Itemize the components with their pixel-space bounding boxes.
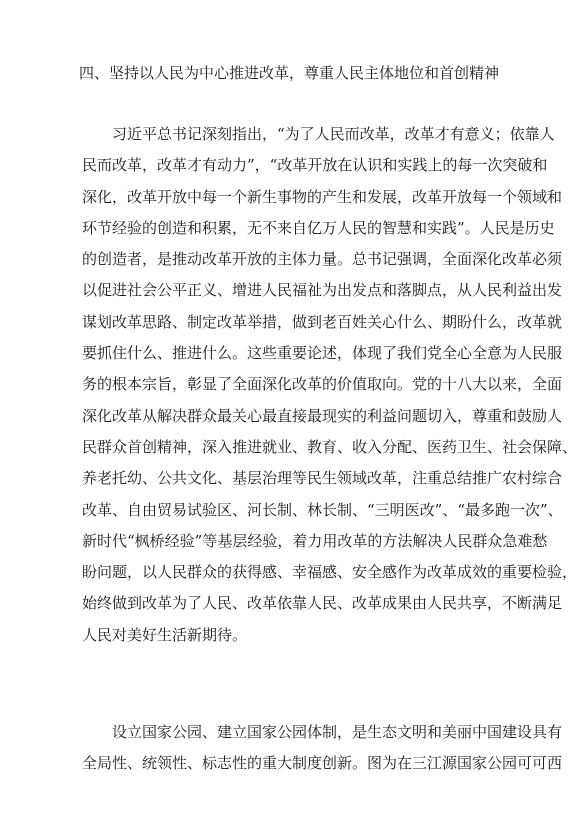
paragraph-line: 深化，改革开放中每一个新生事物的产生和发展，改革开放每一个领域和 [82, 187, 563, 206]
paragraph-line: 要抓住什么、推进什么。这些重要论述，体现了我们党全心全意为人民服 [82, 344, 563, 363]
paragraph-line: 养老托幼、公共文化、基层治理等民生领域改革，注重总结推广农村综合 [82, 469, 563, 488]
paragraph-line: 改革、自由贸易试验区、河长制、林长制、“三明医改”、“最多跑一次”、 [82, 500, 563, 519]
paragraph-line: 人民对美好生活新期待。 [82, 625, 248, 644]
body-paragraph-1 [82, 119, 578, 651]
body-paragraph-2 [82, 717, 563, 780]
paragraph-line: 新时代“枫桥经验”等基层经验，着力用改革的方法解决人民群众急难愁 [82, 531, 548, 550]
paragraph-line: 环节经验的创造和积累，无不来自亿万人民的智慧和实践”。人民是历史 [82, 218, 555, 237]
paragraph-line: 民群众首创精神，深入推进就业、教育、收入分配、医药卫生、社会保障、 [82, 437, 578, 456]
paragraph-line: 习近平总书记深刻指出，“为了人民而改革，改革才有意义；依靠人 [112, 125, 555, 143]
paragraph-line: 全局性、统领性、标志性的重大制度创新。图为在三江源国家公园可可西 [82, 754, 563, 773]
paragraph-line: 始终做到改革为了人民、改革依靠人民、改革成果由人民共享，不断满足 [82, 594, 563, 613]
paragraph-line: 民而改革，改革才有动力”，“改革开放在认识和实践上的每一次突破和 [82, 156, 548, 175]
paragraph-line: 的创造者，是推动改革开放的主体力量。总书记强调，全面深化改革必须 [82, 250, 563, 269]
section-heading: 四、坚持以人民为中心推进改革，尊重人民主体地位和首创精神 [78, 64, 499, 82]
paragraph-line: 盼问题，以人民群众的获得感、幸福感、安全感作为改革成效的重要检验， [82, 563, 578, 582]
paragraph-line: 以促进社会公平正义、增进人民福祉为出发点和落脚点，从人民利益出发 [82, 281, 563, 300]
paragraph-line: 谋划改革思路、制定改革举措，做到老百姓关心什么、期盼什么，改革就 [82, 312, 563, 331]
paragraph-line: 务的根本宗旨，彰显了全面深化改革的价值取向。党的十八大以来，全面 [82, 375, 563, 394]
paragraph-line: 深化改革从解决群众最关心最直接最现实的利益问题切入，尊重和鼓励人 [82, 406, 563, 425]
paragraph-line: 设立国家公园、建立国家公园体制，是生态文明和美丽中国建设具有 [112, 723, 563, 741]
